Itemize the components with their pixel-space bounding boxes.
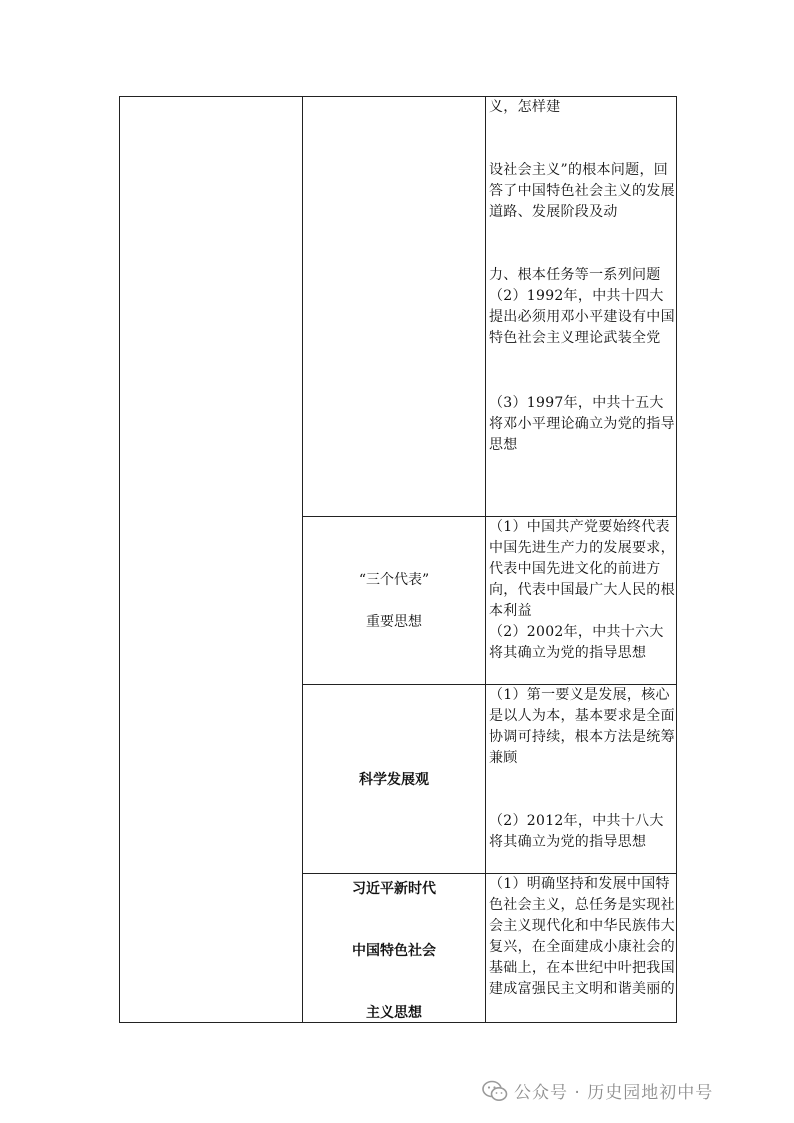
theory-name: 科学发展观 [359,772,429,788]
content-paragraph: （1）第一要义是发展，核心是以人为本，基本要求是全面协调可持续，根本方法是统筹兼顾 [489,687,675,766]
table-row [120,97,677,517]
content-paragraph: （3）1997年，中共十五大将邓小平理论确立为党的指导思想 [489,395,675,453]
theory-name-cell [303,685,486,874]
content-table [119,96,677,1023]
watermark-text: 公众号 · 历史园地初中号 [514,1083,714,1103]
content-paragraph: （2）2002年，中共十六大将其确立为党的指导思想 [489,624,664,661]
theory-name-cell [303,97,486,517]
theory-name-cell [303,874,486,1023]
wechat-icon [482,1080,508,1102]
theory-name: 习近平新时代 [352,881,436,897]
theory-content-cell [486,685,677,874]
content-paragraph: （1）中国共产党要始终代表中国先进生产力的发展要求，代表中国先进文化的前进方向，代表中国最广大人民的根本利益 [489,519,675,619]
watermark [482,1078,713,1103]
content-paragraph: 义，怎样建 [489,99,561,115]
left-column-cell [120,97,303,1023]
theory-name: 主义思想 [366,1005,422,1021]
theory-name: 重要思想 [366,613,422,630]
content-paragraph: （2）2012年，中共十八大将其确立为党的指导思想 [489,813,664,850]
content-paragraph: （1）明确坚持和发展中国特色社会主义，总任务是实现社会主义现代化和中华民族伟大复兴，在全面建成小康社会的基础上，在本世纪中叶把我国建成富强民主文明和谐美丽的 [489,876,675,997]
theory-content-cell [486,517,677,685]
content-paragraph: 设社会主义”的根本问题，回答了中国特色社会主义的发展道路、发展阶段及动 [489,162,675,220]
theory-content-cell [486,97,677,517]
content-paragraph: 力、根本任务等一系列问题（2）1992年，中共十四大提出必须用邓小平建设有中国特色社会主义理论武装全党 [489,267,675,346]
theory-name: “三个代表” [358,571,430,588]
theory-content-cell [486,874,677,1023]
theory-name: 中国特色社会 [352,943,436,959]
theory-name-cell [303,517,486,685]
